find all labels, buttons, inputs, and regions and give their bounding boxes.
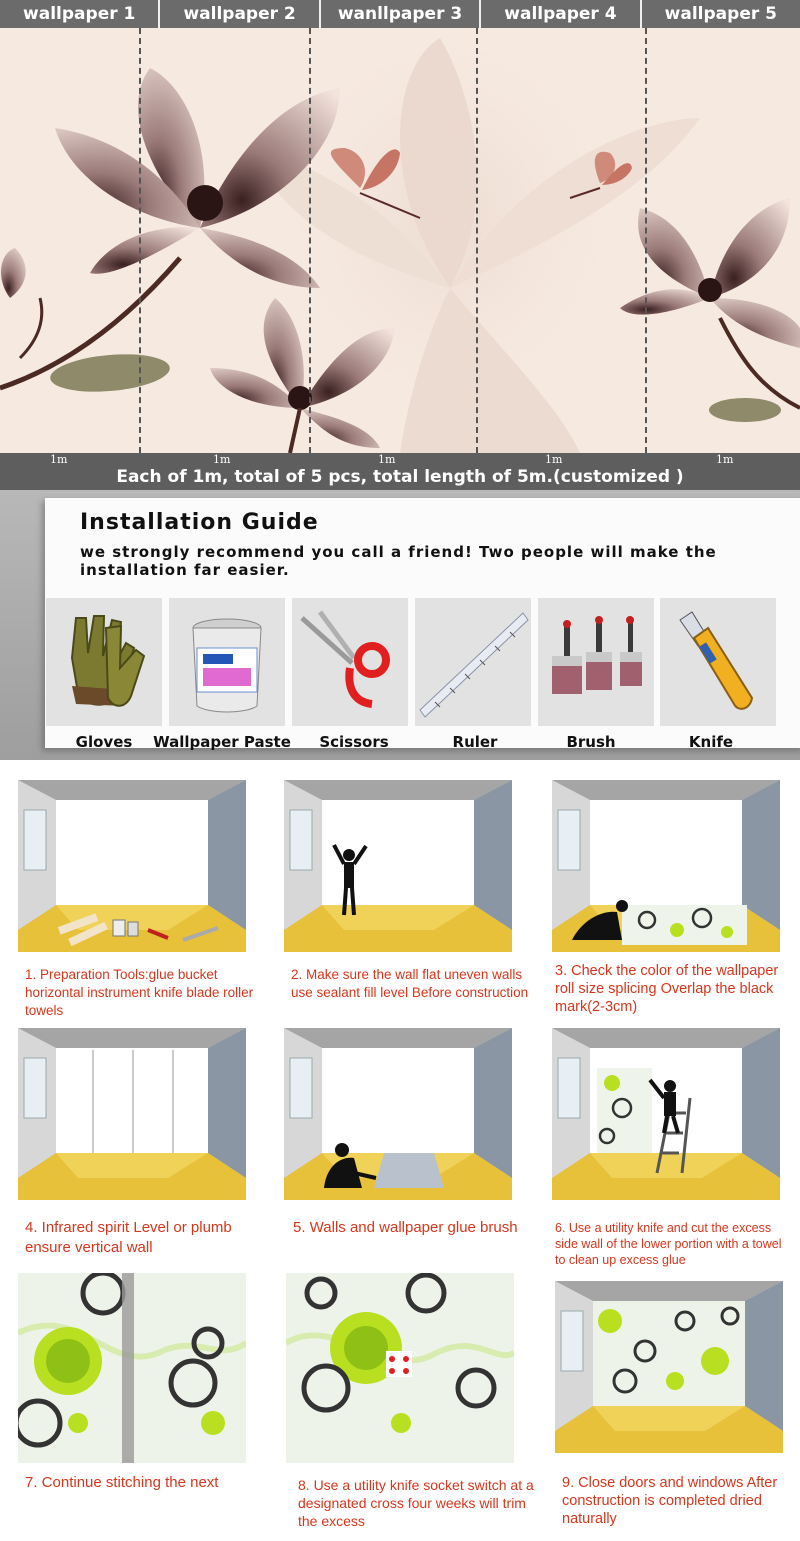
- paste-bucket-icon: [169, 598, 285, 726]
- panel-header: [0, 0, 800, 28]
- tool-label-paste: Wallpaper Paste: [153, 733, 291, 751]
- gloves-icon: [46, 598, 162, 726]
- step-1-text: 1. Preparation Tools:glue bucket horizontal instrument knife blade roller towels: [25, 967, 254, 1018]
- meter-label-1: 1m: [50, 453, 68, 466]
- guide-title: Installation Guide: [80, 510, 319, 535]
- step-4-illustration: [18, 1028, 246, 1200]
- tool-label-knife: Knife: [688, 733, 734, 751]
- step-6-illustration: [552, 1028, 780, 1200]
- step-3-illustration: [552, 780, 780, 952]
- tool-label-scissors: Scissors: [319, 733, 389, 751]
- brush-icon: [538, 598, 654, 726]
- guide-subtitle: we strongly recommend you call a friend! Two people will make the installation far easier.: [80, 543, 717, 579]
- step-6-text: 6. Use a utility knife and cut the excess side wall of the lower portion with a towel to clean up excess glue: [555, 1221, 782, 1267]
- seam-line-2: [309, 28, 311, 453]
- panel-title-5: wallpaper 5: [664, 4, 777, 24]
- meter-label-5: 1m: [716, 453, 734, 466]
- step-8-illustration: [286, 1273, 514, 1463]
- step-7-text: 7. Continue stitching the next: [25, 1474, 219, 1491]
- step-2-text: 2. Make sure the wall flat uneven walls use sealant fill level Before construction: [291, 967, 529, 1000]
- step-9-illustration: [555, 1281, 783, 1453]
- meter-label-4: 1m: [545, 453, 563, 466]
- installation-guide: [0, 490, 800, 770]
- step-2-illustration: [284, 780, 512, 952]
- step-5-text: 5. Walls and wallpaper glue brush: [293, 1219, 518, 1236]
- step-1-illustration: [18, 780, 246, 952]
- tool-label-brush: Brush: [566, 733, 616, 751]
- scissors-icon: [292, 598, 408, 726]
- step-4-text: 4. Infrared spirit Level or plumb ensure vertical wall: [25, 1219, 232, 1256]
- step-8-text: 8. Use a utility knife socket switch at a designated cross four weeks will trim the excess: [298, 1477, 534, 1529]
- step-3-text: 3. Check the color of the wallpaper roll size splicing Overlap the black mark(2-3cm): [555, 963, 779, 1015]
- meter-label-3: 1m: [378, 453, 396, 466]
- seam-line-1: [139, 28, 141, 453]
- magnolia-mural: [0, 28, 800, 453]
- tool-label-ruler: Ruler: [452, 733, 498, 751]
- meter-label-2: 1m: [213, 453, 231, 466]
- length-caption: Each of 1m, total of 5 pcs, total length of 5m.(customized ): [116, 467, 684, 487]
- seam-line-4: [645, 28, 647, 453]
- tool-label-gloves: Gloves: [75, 733, 133, 751]
- step-9-text: 9. Close doors and windows After construction is completed dried naturally: [562, 1475, 778, 1527]
- step-5-illustration: [284, 1028, 512, 1200]
- ruler-icon: [415, 598, 531, 726]
- wallpaper-banner: [0, 0, 800, 490]
- seam-line-3: [476, 28, 478, 453]
- size-strip: [0, 453, 800, 490]
- panel-title-4: wallpaper 4: [481, 0, 641, 28]
- panel-title-3: wanllpaper 3: [321, 0, 481, 28]
- step-7-illustration: [18, 1273, 246, 1463]
- panel-title-2: wallpaper 2: [160, 0, 320, 28]
- panel-title-1: wallpaper 1: [0, 0, 160, 28]
- knife-icon: [660, 598, 776, 726]
